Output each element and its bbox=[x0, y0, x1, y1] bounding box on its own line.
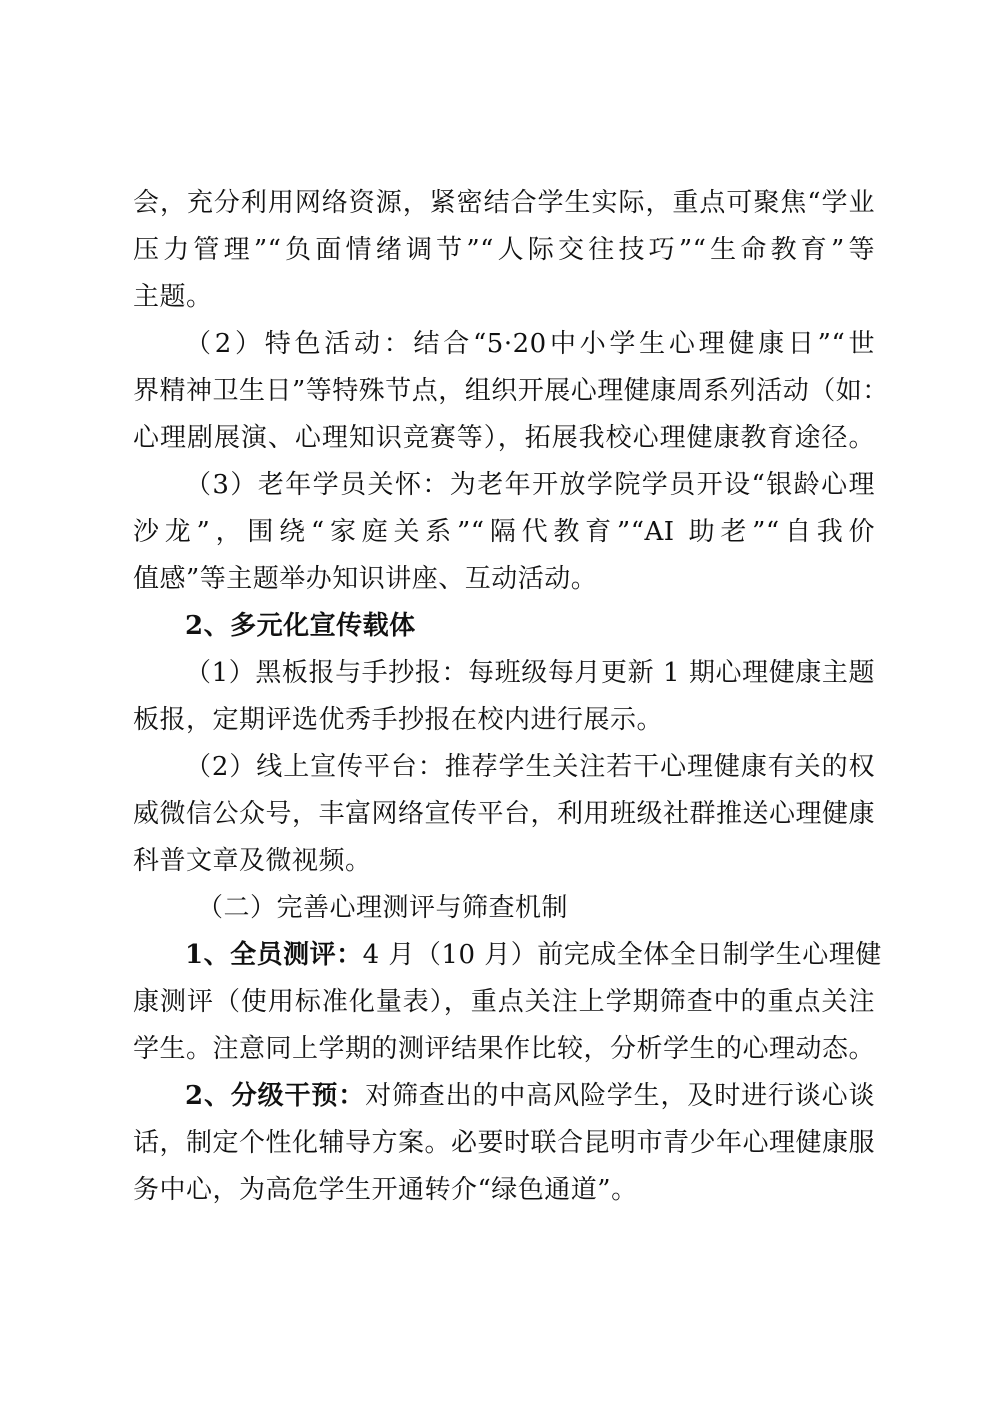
paragraph-line bbox=[133, 932, 882, 979]
paragraph-line: 沙龙”，围绕“家庭关系”“隔代教育”“AI 助老”“自我价 bbox=[133, 517, 875, 547]
paragraph-line: （2）特色活动：结合“5·20中小学生心理健康日”“世 bbox=[185, 329, 875, 359]
paragraph-line: 话，制定个性化辅导方案。必要时联合昆明市青少年心理健康服 bbox=[133, 1128, 876, 1158]
document-body bbox=[133, 180, 889, 1214]
paragraph-line: 威微信公众号，丰富网络宣传平台，利用班级社群推送心理健康 bbox=[133, 799, 876, 829]
paragraph-line: 务中心，为高危学生开通转介“绿色通道”。 bbox=[133, 1175, 638, 1205]
paragraph-line: 科普文章及微视频。 bbox=[133, 846, 372, 876]
paragraph-line: 值感”等主题举办知识讲座、互动活动。 bbox=[133, 564, 598, 594]
bold-label-intervention: 2、分级干预： bbox=[185, 1081, 366, 1111]
section-heading: 2、多元化宣传载体 bbox=[185, 611, 416, 641]
paragraph-line: （2）线上宣传平台：推荐学生关注若干心理健康有关的权 bbox=[185, 752, 875, 782]
paragraph-line: 主题。 bbox=[133, 282, 213, 312]
paragraph-line-text: 对筛查出的中高风险学生，及时进行谈心谈 bbox=[365, 1081, 875, 1111]
paragraph-line: 学生。注意同上学期的测评结果作比较，分析学生的心理动态。 bbox=[133, 1034, 876, 1064]
paragraph-line: （1）黑板报与手抄报：每班级每月更新 1 期心理健康主题 bbox=[185, 658, 875, 688]
paragraph-line: 板报，定期评选优秀手抄报在校内进行展示。 bbox=[133, 705, 664, 735]
paragraph-line: 压力管理”“负面情绪调节”“人际交往技巧”“生命教育”等 bbox=[133, 235, 875, 265]
bold-label-assessment: 1、全员测评： bbox=[185, 940, 363, 970]
paragraph-line-text: 4 月（10 月）前完成全体全日制学生心理健 bbox=[362, 940, 882, 970]
paragraph-line: 会，充分利用网络资源，紧密结合学生实际，重点可聚焦“学业 bbox=[133, 188, 875, 218]
paragraph-line: （3）老年学员关怀：为老年开放学院学员开设“银龄心理 bbox=[185, 470, 875, 500]
paragraph-line: 心理剧展演、心理知识竞赛等），拓展我校心理健康教育途径。 bbox=[133, 423, 875, 453]
paragraph-line bbox=[133, 1073, 875, 1120]
section-subheading: （二）完善心理测评与筛查机制 bbox=[197, 893, 569, 923]
paragraph-line: 康测评（使用标准化量表），重点关注上学期筛查中的重点关注 bbox=[133, 987, 875, 1017]
paragraph-line: 界精神卫生日”等特殊节点，组织开展心理健康周系列活动（如： bbox=[133, 376, 889, 406]
